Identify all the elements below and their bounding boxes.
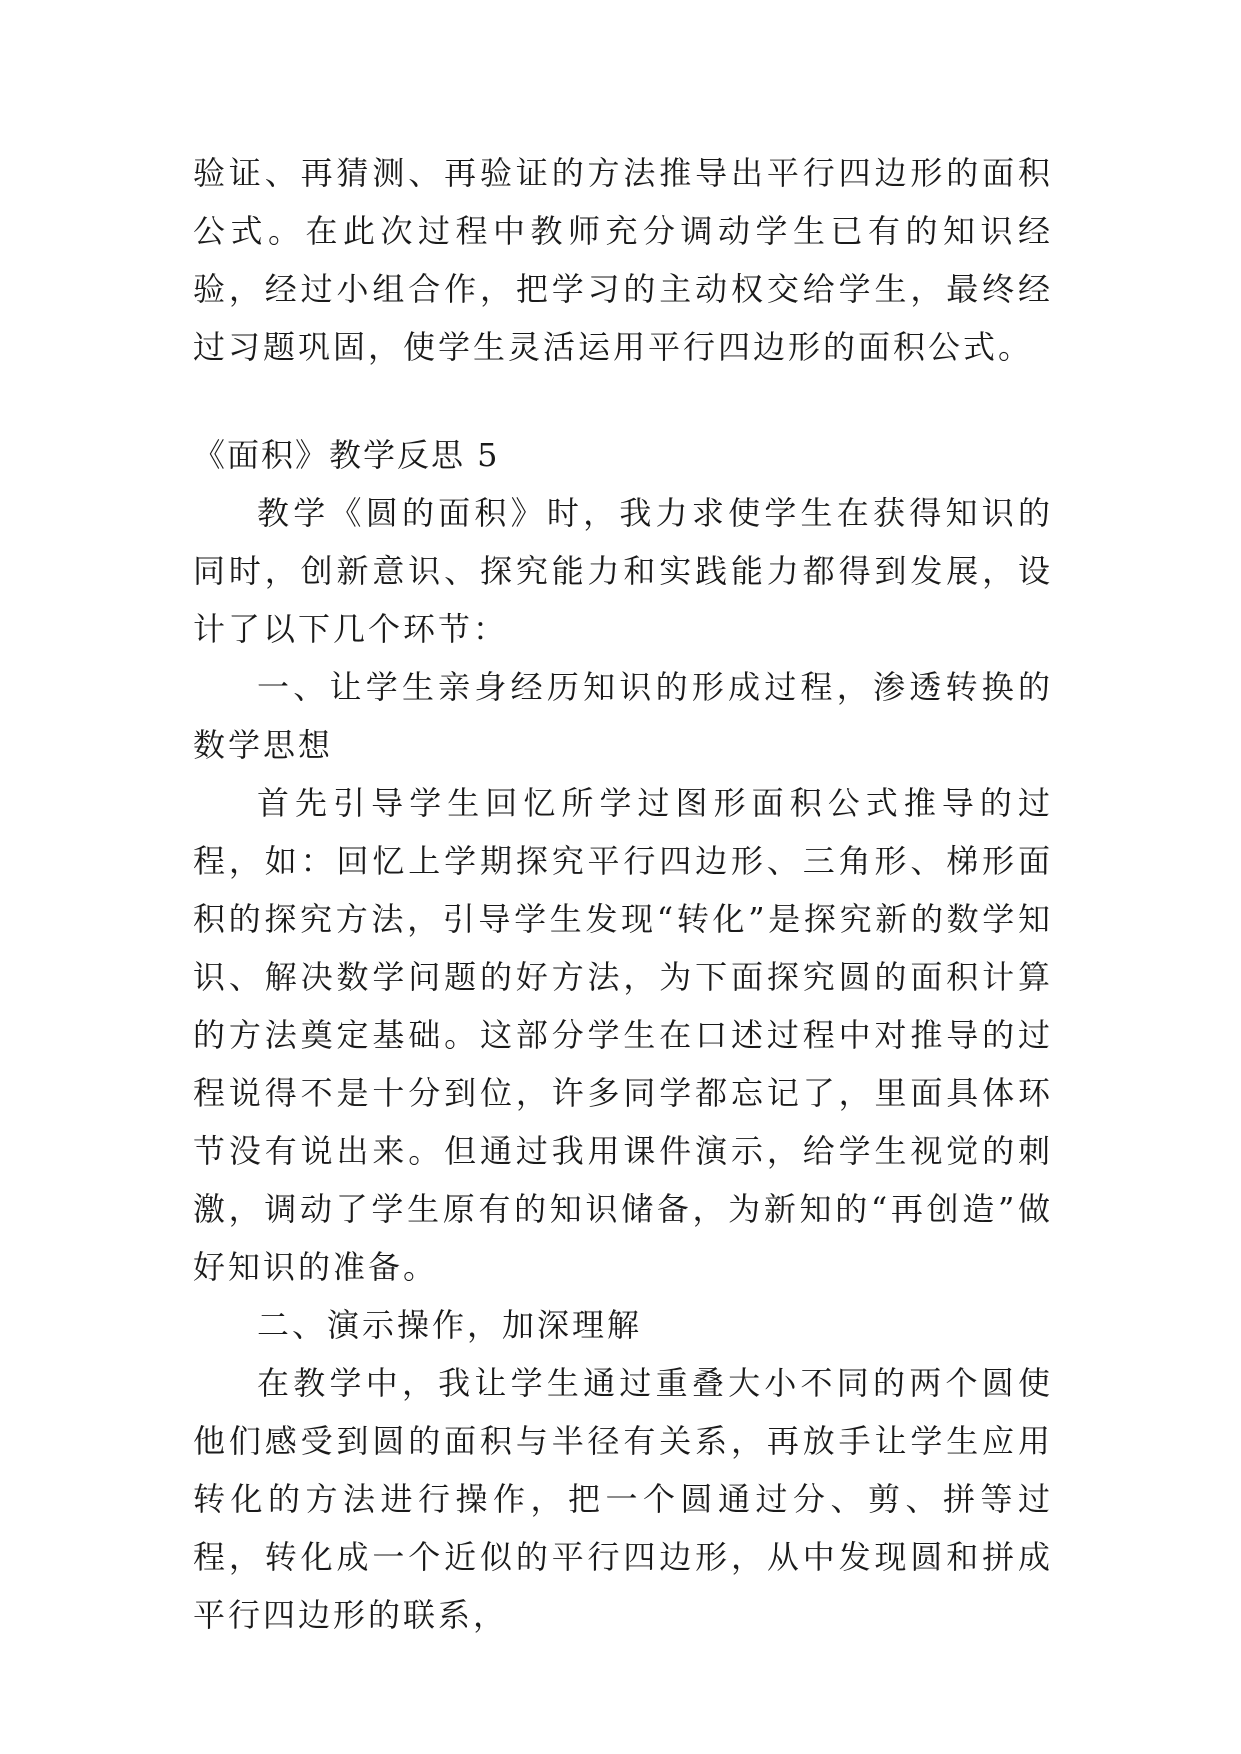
subheading-two: 二、演示操作，加深理解: [257, 1306, 643, 1344]
subheading-one: 一、让学生亲身经历知识的形成过程，渗透转换的数学思想: [193, 668, 1053, 764]
paragraph-continuation: 验证、再猜测、再验证的方法推导出平行四边形的面积公式。在此次过程中教师充分调动学生已有的知识经验，经过小组合作，把学习的主动权交给学生，最终经过习题巩固，使学生灵活运用平行四边形的面积公式。: [193, 154, 1053, 366]
section-title: 《面积》教学反思 5: [193, 436, 500, 474]
paragraph-intro: 教学《圆的面积》时，我力求使学生在获得知识的同时，创新意识、探究能力和实践能力都得到发展，设计了以下几个环节：: [193, 494, 1053, 648]
document-body: [193, 144, 1053, 1644]
paragraph-two: 在教学中，我让学生通过重叠大小不同的两个圆使他们感受到圆的面积与半径有关系，再放手让学生应用转化的方法进行操作，把一个圆通过分、剪、拼等过程，转化成一个近似的平行四边形，从中发现圆和拼成平行四边形的联系，: [193, 1364, 1053, 1634]
paragraph-one: 首先引导学生回忆所学过图形面积公式推导的过程，如：回忆上学期探究平行四边形、三角形、梯形面积的探究方法，引导学生发现“转化”是探究新的数学知识、解决数学问题的好方法，为下面探究圆的面积计算的方法奠定基础。这部分学生在口述过程中对推导的过程说得不是十分到位，许多同学都忘记了，里面具体环节没有说出来。但通过我用课件演示，给学生视觉的刺激，调动了学生原有的知识储备，为新知的“再创造”做好知识的准备。: [193, 784, 1053, 1286]
